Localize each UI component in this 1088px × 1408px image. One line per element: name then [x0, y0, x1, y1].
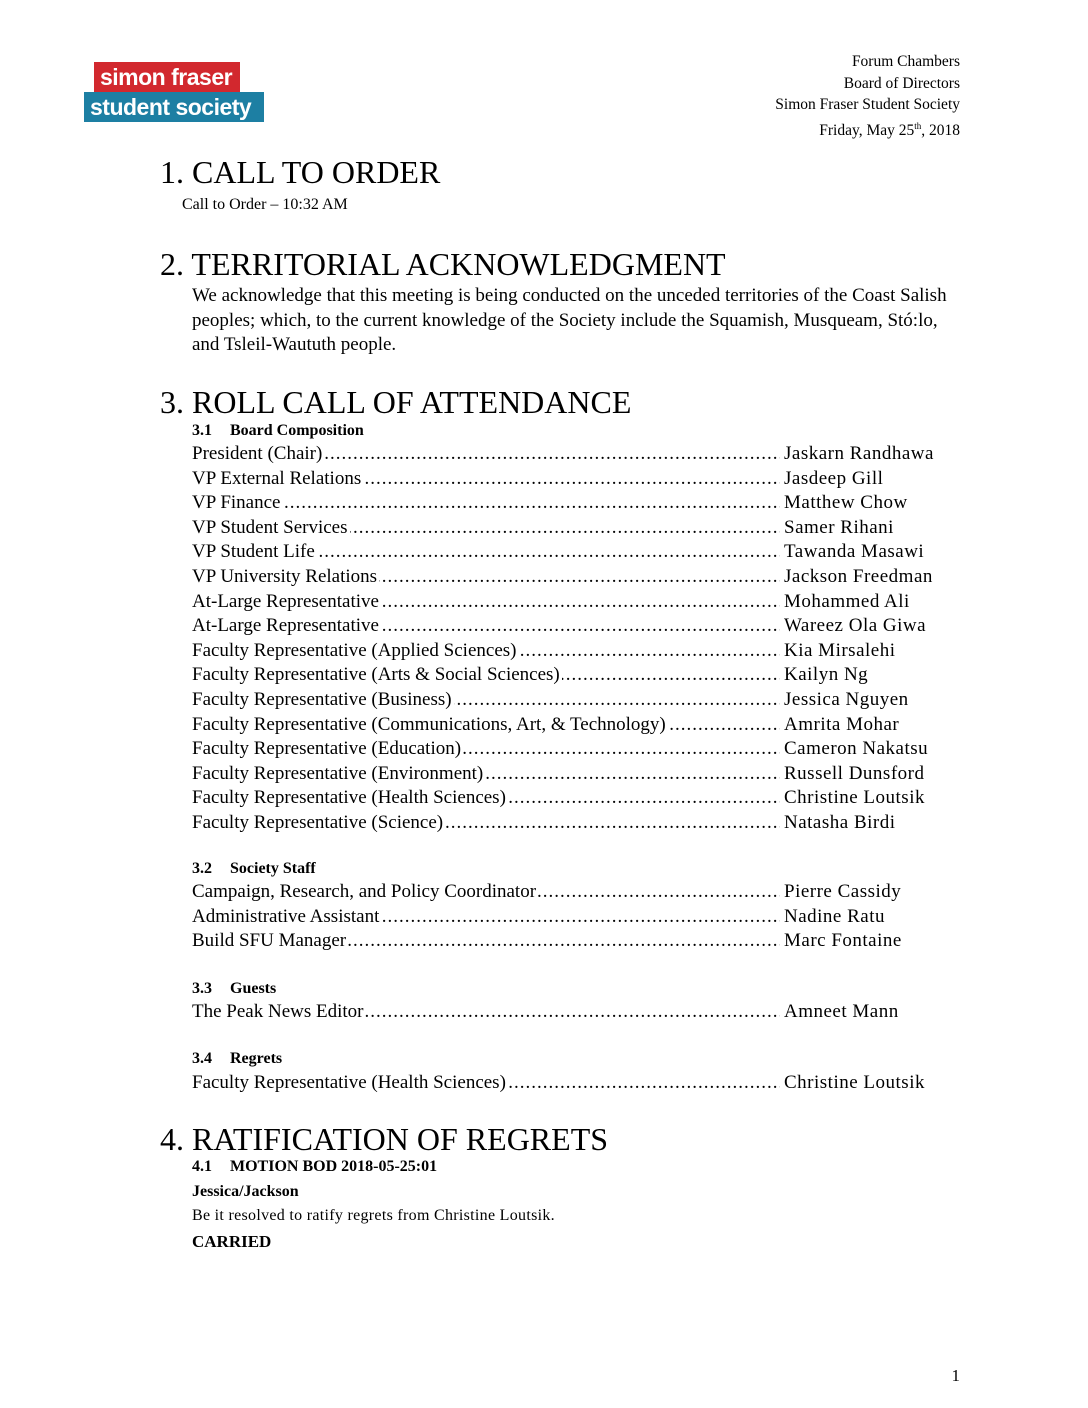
- attendee-role: Campaign, Research, and Policy Coordinator: [192, 881, 537, 902]
- attendee-role: At-Large Representative: [192, 590, 379, 612]
- attendee-name: Nadine Ratu: [784, 905, 886, 927]
- attendee-name: Amneet Mann: [784, 1001, 899, 1022]
- attendance-row: [192, 713, 952, 737]
- motion-movers: Jessica/Jackson: [192, 1183, 299, 1200]
- attendance-row: [192, 565, 952, 589]
- attendee-name: Marc Fontaine: [784, 930, 902, 952]
- attendee-role: Faculty Representative (Health Sciences): [192, 1072, 506, 1093]
- attendee-role: Faculty Representative (Communications, Art, & Technology): [192, 713, 666, 735]
- attendee-role: Faculty Representative (Health Sciences): [192, 787, 506, 809]
- page-number: 1: [951, 1366, 960, 1385]
- attendance-row: [192, 663, 952, 687]
- attendance-row: [192, 1000, 952, 1024]
- header-location: Forum Chambers: [851, 53, 960, 70]
- attendee-name: Tawanda Masawi: [784, 541, 925, 563]
- attendance-row: [192, 786, 952, 810]
- subsection-guests-heading: 3.3 Guests: [192, 980, 277, 997]
- attendee-role: At-Large Representative: [192, 615, 379, 637]
- attendee-name: Kia Mirsalehi: [784, 639, 896, 661]
- attendee-name: Jessica Nguyen: [784, 689, 909, 710]
- attendee-role: Faculty Representative (Science): [192, 812, 444, 833]
- attendance-row: [192, 639, 952, 663]
- attendee-name: Jackson Freedman: [784, 566, 933, 587]
- attendee-name: Kailyn Ng: [784, 664, 869, 686]
- logo-line-1: simon fraser: [94, 62, 240, 92]
- call-to-order-text: Call to Order – 10:32 AM: [182, 196, 348, 213]
- attendance-row: [192, 590, 952, 614]
- attendance-row: [192, 491, 952, 515]
- header-org: Simon Fraser Student Society: [775, 96, 960, 113]
- attendee-role: Faculty Representative (Education): [192, 738, 462, 760]
- section-2-title: 2. TERRITORIAL ACKNOWLEDGMENT: [160, 246, 726, 282]
- attendee-name: Amrita Mohar: [784, 713, 900, 735]
- attendance-row: [192, 905, 952, 929]
- attendance-row: [192, 880, 952, 904]
- attendee-role: Faculty Representative (Environment): [192, 762, 484, 784]
- attendance-row: [192, 467, 952, 491]
- motion-text: Be it resolved to ratify regrets from Christine Loutsik.: [192, 1207, 555, 1224]
- subsection-staff-heading: 3.2 Society Staff: [192, 860, 316, 877]
- attendee-name: Natasha Birdi: [784, 812, 896, 833]
- attendee-role: VP University Relations: [192, 566, 378, 587]
- attendee-role: VP Finance: [192, 492, 281, 514]
- attendance-row: [192, 688, 952, 712]
- subsection-regrets-heading: 3.4 Regrets: [192, 1050, 283, 1067]
- logo-line-2: student society: [84, 92, 264, 122]
- attendee-role: President (Chair): [192, 443, 323, 464]
- attendee-name: Christine Loutsik: [784, 787, 925, 809]
- attendee-role: VP Student Life: [192, 541, 315, 563]
- subsection-board-heading: 3.1 Board Composition: [192, 422, 364, 439]
- section-3-title: 3. ROLL CALL OF ATTENDANCE: [160, 384, 632, 420]
- attendee-name: Samer Rihani: [784, 516, 894, 538]
- attendee-name: Cameron Nakatsu: [784, 738, 929, 760]
- attendee-name: Russell Dunsford: [784, 762, 925, 784]
- attendance-row: [192, 516, 952, 540]
- attendance-row: [192, 737, 952, 761]
- attendance-row: [192, 540, 952, 564]
- attendee-role: Faculty Representative (Business): [192, 689, 452, 710]
- attendee-name: Jaskarn Randhawa: [784, 443, 934, 464]
- attendee-name: Christine Loutsik: [784, 1072, 925, 1093]
- attendance-row: [192, 442, 952, 466]
- attendee-role: Faculty Representative (Arts & Social Sciences): [192, 664, 560, 686]
- attendee-role: Build SFU Manager: [192, 930, 347, 952]
- sfss-logo: [84, 62, 264, 122]
- attendance-row: [192, 614, 952, 638]
- attendee-name: Mohammed Ali: [784, 590, 910, 612]
- motion-heading: 4.1 MOTION BOD 2018-05-25:01: [192, 1158, 438, 1175]
- attendee-role: VP Student Services: [192, 516, 348, 538]
- attendee-name: Pierre Cassidy: [784, 881, 902, 902]
- header-body: Board of Directors: [843, 74, 960, 92]
- attendance-row: [192, 811, 952, 835]
- attendance-row: [192, 929, 952, 953]
- attendee-name: Jasdeep Gill: [784, 467, 884, 489]
- territorial-acknowledgment-text: We acknowledge that this meeting is being conducted on the unceded territories of the Coast Salish peoples; which, to the current knowledge of the Society include the Squamish, Musqueam, Stó:lo, and Tsleil-Waututh people.: [192, 285, 947, 355]
- header-date: Friday, May 25th, 2018: [819, 120, 960, 139]
- section-4-title: 4. RATIFICATION OF REGRETS: [160, 1121, 609, 1157]
- attendee-role: Faculty Representative (Applied Sciences): [192, 639, 517, 661]
- section-1-title: 1. CALL TO ORDER: [160, 154, 441, 190]
- meeting-header: [775, 51, 960, 141]
- attendance-row: [192, 1071, 952, 1095]
- attendee-role: The Peak News Editor: [192, 1001, 364, 1022]
- attendee-role: VP External Relations: [192, 467, 362, 489]
- attendee-role: Administrative Assistant: [192, 905, 380, 927]
- attendee-name: Matthew Chow: [784, 492, 908, 514]
- motion-result: CARRIED: [192, 1232, 272, 1251]
- attendance-row: [192, 762, 952, 786]
- attendee-name: Wareez Ola Giwa: [784, 615, 927, 637]
